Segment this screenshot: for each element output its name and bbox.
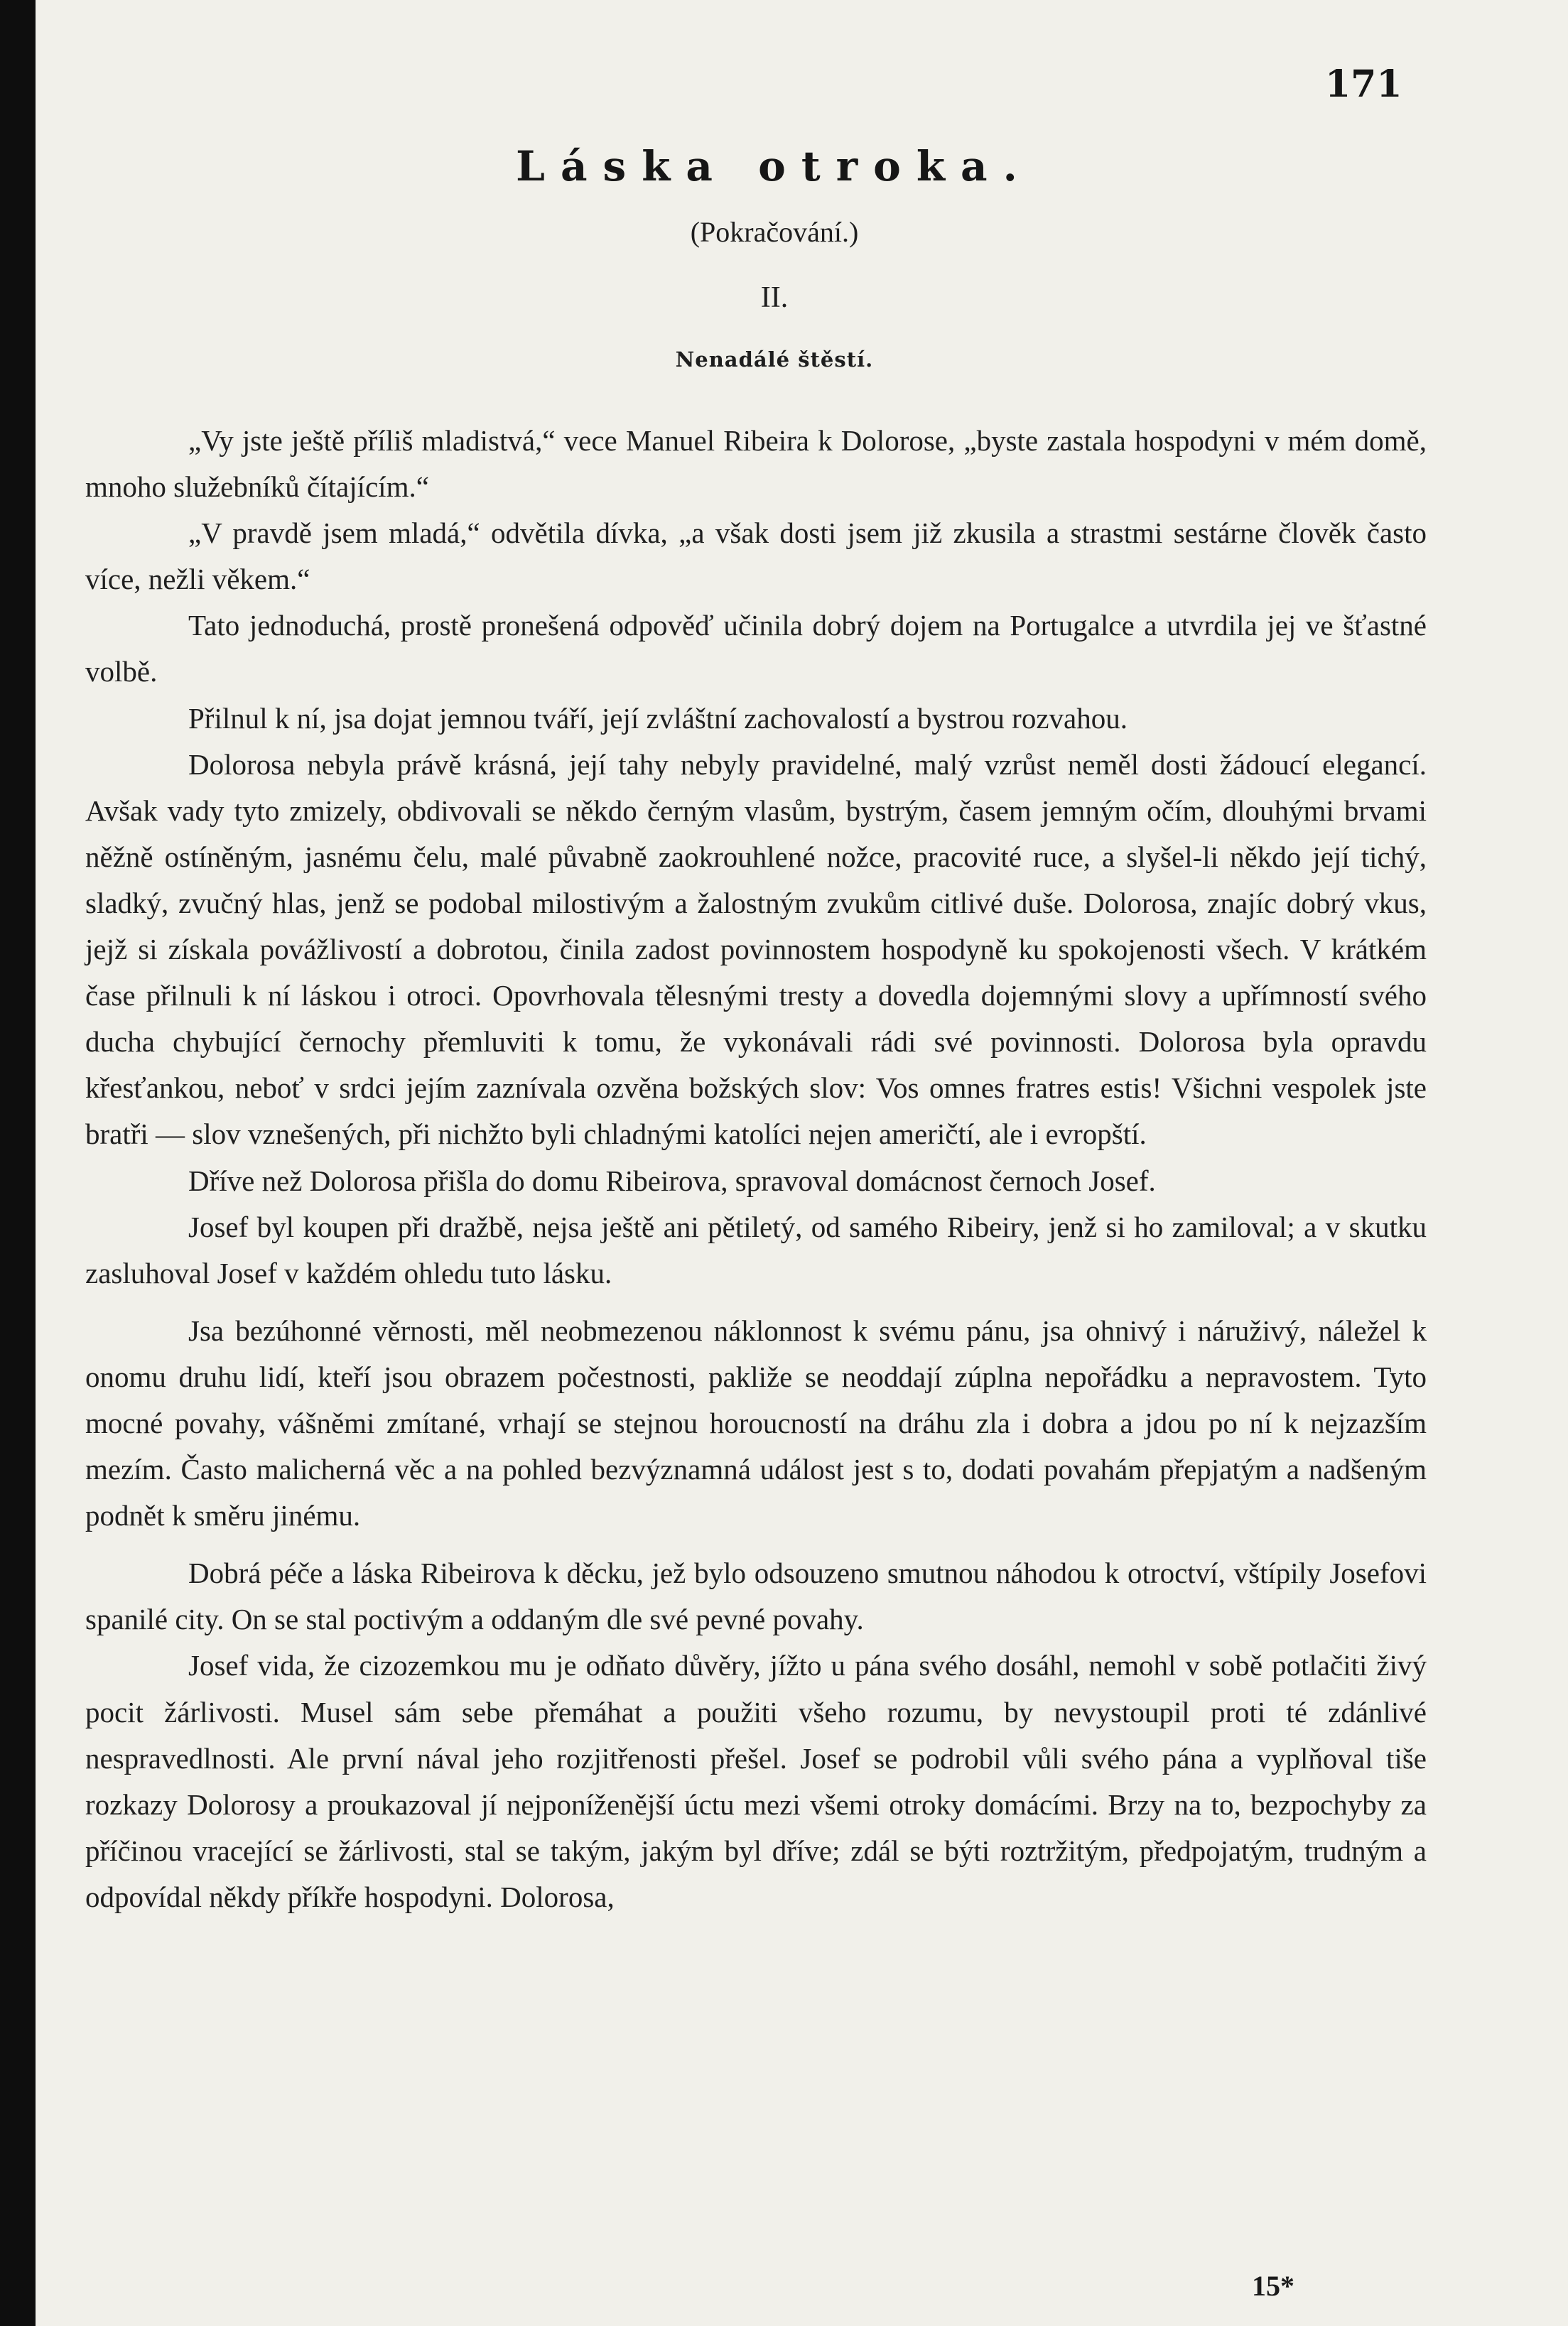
paragraph: Jsa bezúhonné věrnosti, měl neobmezenou náklonnost k svému pánu, jsa ohnivý i náruživý, náležel k onomu druhu lidí, kteří jsou obrazem počestnosti, pakliže se neoddají zúplna nepořádku a nepravostem. Tyto mocné povahy, vášněmi zmítané, vrhají se stejnou horoucností na dráhu zla i dobra a jdou po ní k nejzazším mezím. Často malicherná věc a na pohled bezvýznamná událost jest s to, dodati povahám přepjatým a nadšeným podnět k směru jinému. <box>85 1314 1427 1532</box>
chapter-title: Nenadálé štěstí. <box>675 347 874 372</box>
paragraph: Josef vida, že cizozemkou mu je odňato důvěry, jížto u pána svého dosáhl, nemohl v sobě potlačiti živý pocit žárlivosti. Musel sám sebe přemáhat a použiti všeho rozumu, by nevystoupil proti té zdánlivé nespravedlnosti. Ale první nával jeho rozjitřenosti přešel. Josef se podrobil vůli svého pána a vyplňoval tiše rozkazy Dolorosy a proukazoval jí nejponíženější úctu mezi všemi otroky domácími. Brzy na to, bezpochyby za příčinou vracející se žárlivosti, stal se takým, jakým byl dříve; zdál se býti roztržitým, předpojatým, trudným a odpovídal někdy příkře hospodyni. Dolorosa, <box>85 1649 1427 1913</box>
page-number: 171 <box>1325 63 1402 106</box>
chapter-number: II. <box>760 281 789 314</box>
body-text <box>85 418 1427 1920</box>
paragraph: Tato jednoduchá, prostě pronešená odpověď učinila dobrý dojem na Portugalce a utvrdila jej ve šťastné volbě. <box>85 609 1427 688</box>
story-title: Láska otroka. <box>516 142 1033 190</box>
paragraph: „Vy jste ještě příliš mladistvá,“ vece Manuel Ribeira k Dolorose, „byste zastala hospodyni v mém domě, mnoho služebníků čítajícím.“ <box>85 424 1427 504</box>
paragraph: „V pravdě jsem mladá,“ odvětila dívka, „a však dosti jsem již zkusila a strastmi sestárne člověk často více, nežli věkem.“ <box>85 516 1427 596</box>
paragraph: Dříve než Dolorosa přišla do domu Ribeirova, spravoval domácnost černoch Josef. <box>188 1164 1156 1197</box>
paragraph: Přilnul k ní, jsa dojat jemnou tváří, její zvláštní zachovalostí a bystrou rozvahou. <box>188 701 1128 735</box>
signature-mark: 15* <box>1252 2270 1294 2302</box>
paragraph: Josef byl koupen při dražbě, nejsa ještě ani pětiletý, od samého Ribeiry, jenž si ho zamiloval; a v skutku zasluhoval Josef v každém ohledu tuto lásku. <box>85 1210 1427 1289</box>
book-page <box>36 0 1568 2326</box>
continuation-note: (Pokračování.) <box>690 216 859 248</box>
paragraph: Dolorosa nebyla právě krásná, její tahy nebyly pravidelné, malý vzrůst neměl dosti žádoucí elegancí. Avšak vady tyto zmizely, obdivovali se někdo černým vlasům, bystrým, časem jemným očím, dlouhými brvami něžně ostíněným, jasnému čelu, malé půvabně zaokrouhlené nožce, pracovité ruce, a slyšel-li někdo její tichý, sladký, zvučný hlas, jenž se podobal milostivým a žalostným zvukům citlivé duše. Dolorosa, znajíc dobrý vkus, jejž si získala povážlivostí a dobrotou, činila zadost povinnostem hospodyně ku spokojenosti všech. V krátkém čase přilnuli k ní láskou i otroci. Opovrhovala tělesnými tresty a dovedla dojemnými slovy a upřímností svého ducha chybující černochy přemluviti k tomu, že vykonávali rádi své povinnosti. Dolorosa byla opravdu křesťankou, neboť v srdci jejím zaznívala ozvěna božských slov: Vos omnes fratres estis! Všichni vespolek jste bratři — slov vznešených, při nichžto byli chladnými katolíci nejen američtí, ale i evropští. <box>85 747 1427 1151</box>
paragraph: Dobrá péče a láska Ribeirova k děcku, jež bylo odsouzeno smutnou náhodou k otroctví, vštípily Josefovi spanilé city. On se stal poctivým a oddaným dle své pevné povahy. <box>85 1557 1427 1636</box>
